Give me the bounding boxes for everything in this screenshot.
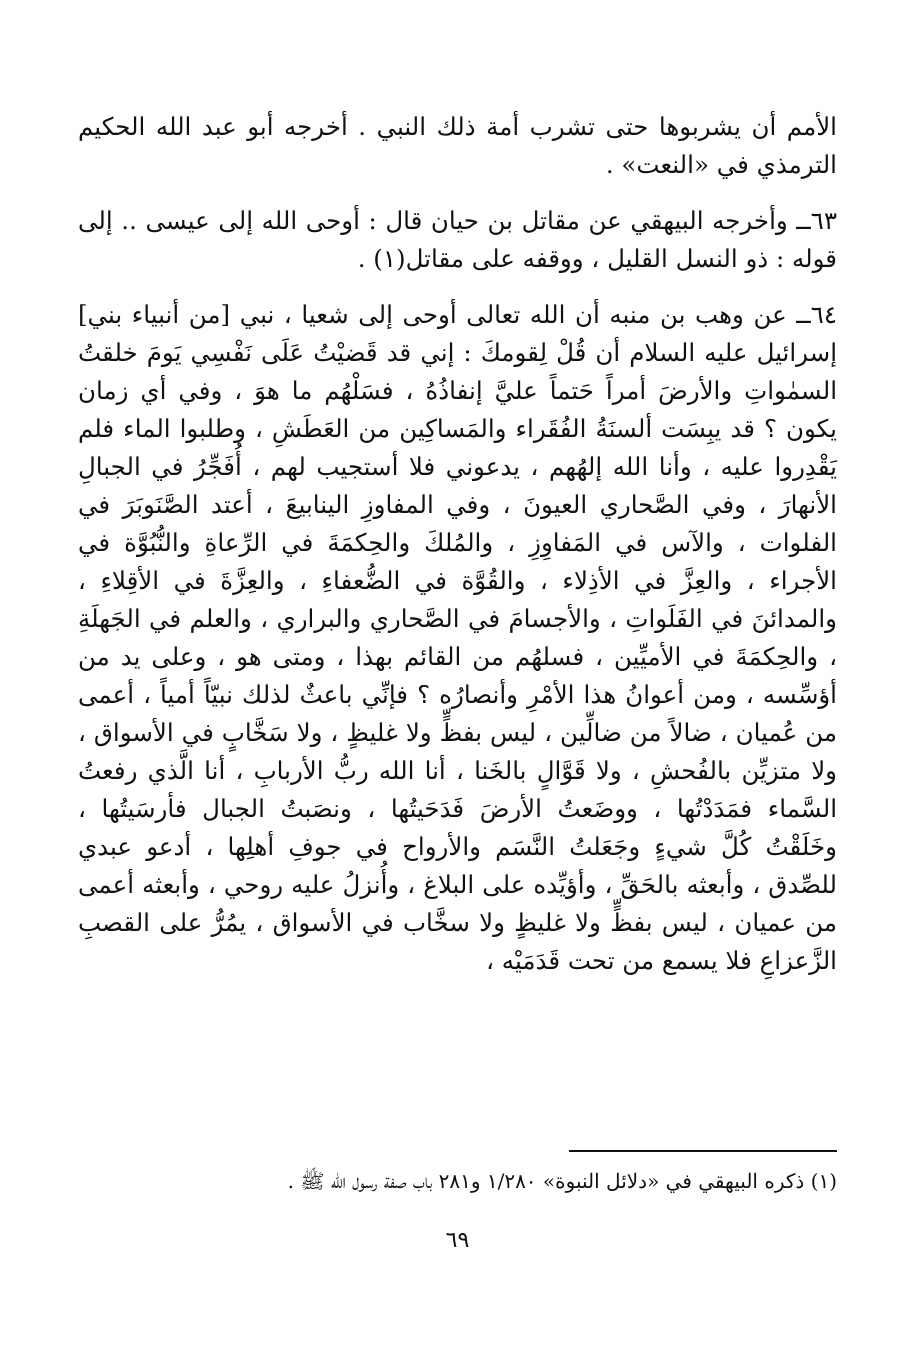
paragraph-64: ٦٤ــ عن وهب بن منبه أن الله تعالى أوحى إلى شعيا ، نبي [من أنبياء بني] إسرائيل عليه السلام أن قُلْ لِقومكَ : إني قد قَضيْتُ عَلَى نَفْسِي يَومَ خلقتُ السمٰواتِ والأرضَ أمراً حَتماً عليَّ إنفاذُهُ ، فسَلْهُم ما هوَ ، وفي أي زمان يكون ؟ قد يبِسَت ألسنَةُ الفُقَراء والمَساكِين من العَطَشِ ، وطلبوا الماء فلم يَقْدِروا عليه ، وأنا الله إلهُهم ، يدعوني فلا أستجيب لهم ، أُفَجِّرُ في الجبالِ الأنهارَ ، وفي الصَّحاري العيونَ ، وفي المفاوزِ الينابيعَ ، أعتد الصَّنَوبَرَ في الفلوات ، والآس في المَفاوِزِ ، والمُلكَ والحِكمَةَ في الرِّعاةِ والنُّبُوَّة في الأجراء ، والعِزَّ في الأذِلاء ، والقُوَّة في الضُّعفاءِ ، والعِزَّةَ في الأقِلاءِ ، والمدائنَ في الفَلَواتِ ، والأجسامَ في الصَّحاري والبراري ، والعلم في الجَهلَةِ ، والحِكمَةَ في الأميِّين ، فسلهُم من القائم بهذا ، ومتى هو ، وعلى يد من أؤسِّسه ، ومن أعوانُ هذا الأمْرِ وأنصارُه ؟ فإنِّي باعثٌ لذلك نبيّاً أمياً ، أعمى من عُميان ، ضالاً من ضالِّين ، ليس بفظٍّ ولا غليظٍ ، ولا سَخَّابٍ في الأسواق ، ولا متزيِّن بالفُحشِ ، ولا قَوَّالٍ بالخَنا ، أنا الله ربُّ الأربابِ ، أنا الَّذي رفعتُ السَّماء فمَدَدْتُها ، ووضَعتُ الأرضَ فَدَحَيتُها ، ونصَبتُ الجبال فأرسَيتُها ، وخَلَقْتُ كُلَّ شيءٍ وجَعَلتُ النَّسَم والأرواح في جوفِ أهلِها ، أدعو عبدي للصِّدق ، وأبعثه بالحَقِّ ، وأؤيِّده على البلاغ ، وأُنزلُ عليه روحي ، وأبعثه أعمى من عميان ، ليس بفظٍّ ولا غليظٍ ولا سخَّاب في الأسواق ، يمُرُّ على القصبِ الزَّعزاعِ فلا يسمع من تحت قَدَمَيْه ، bbox=[78, 300, 837, 975]
footnote: (١) ذكره البيهقي في «دلائل النبوة» ١/٢٨٠ و٢٨١ باب صفة رسول الله ﷺ . bbox=[287, 1169, 837, 1193]
page-number: ٦٩ bbox=[445, 1228, 470, 1253]
main-text bbox=[78, 108, 837, 980]
paragraph-63: ٦٣ــ وأخرجه البيهقي عن مقاتل بن حيان قال : أوحى الله إلى عيسى .. إلى قوله : ذو النسل القليل ، ووقفه على مقاتل(١) . bbox=[78, 206, 837, 273]
paragraph-continuation: الأمم أن يشربوها حتى تشرب أمة ذلك النبي . أخرجه أبو عبد الله الحكيم الترمذي في «النعت» . bbox=[78, 112, 837, 179]
footnote-divider bbox=[569, 1150, 837, 1152]
